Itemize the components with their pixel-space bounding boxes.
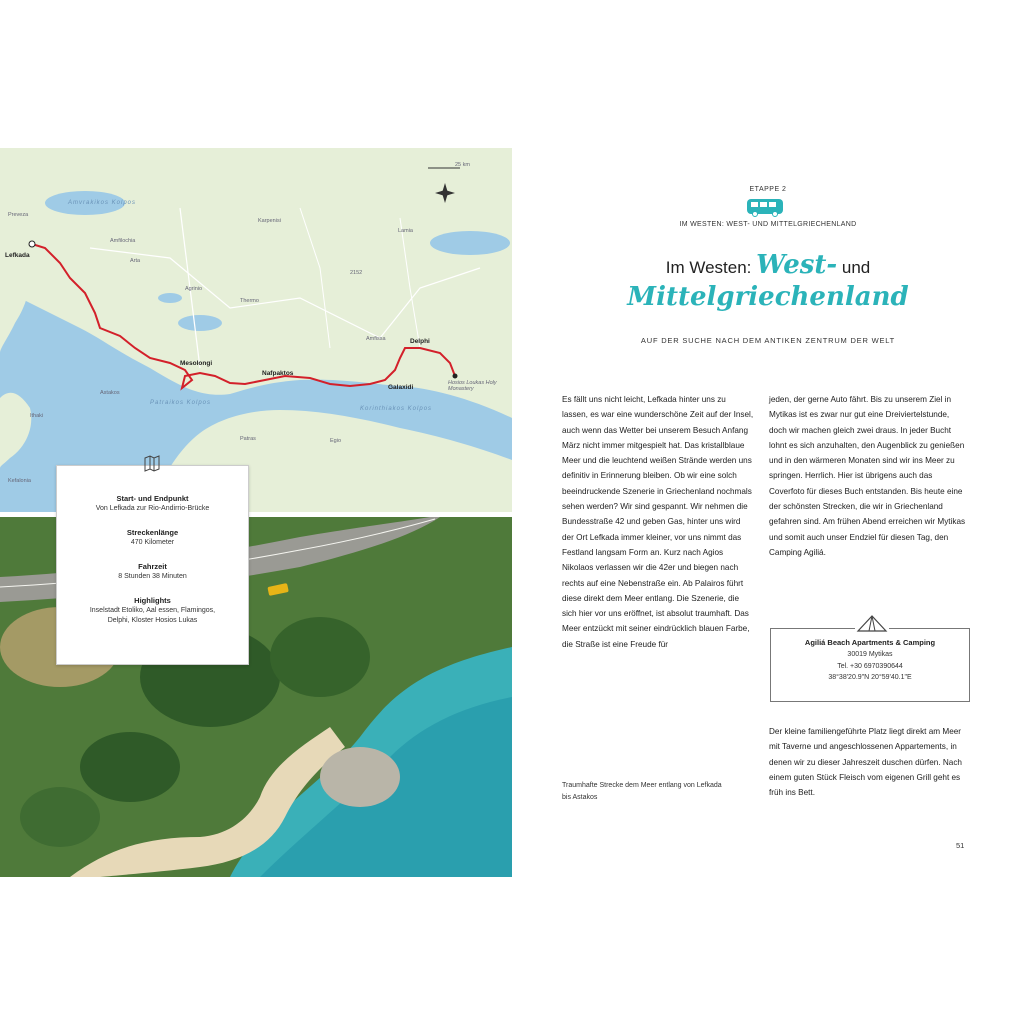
map-label-aigio: Egio [330,438,342,444]
chapter-subtitle: AUF DER SUCHE NACH DEM ANTIKEN ZENTRUM DER WELT [640,336,896,345]
start-text: Von Lefkada zur Rio-Andirrio-Brücke [95,505,210,512]
map-label-elevation: 2152 [350,270,363,276]
etappe-label: ETAPPE 2 [749,186,787,193]
map-label-thermo: Thermo [240,298,259,304]
map-label-delphi: Delphi [410,338,430,345]
photo-caption: Traumhafte Strecke dem Meer entlang von Lefkada bis Astakos [562,782,722,801]
map-label-kefalonia: Kefalonia [8,478,31,484]
map-label-monastery: Hosios Loukas Holy Monastery [448,380,497,392]
camper-van-icon [746,197,784,217]
title-suffix: und [837,258,871,277]
length-heading: Streckenlänge [126,528,179,537]
time-text: 8 Stunden 38 Minuten [118,573,187,580]
map-label-astakos: Astakos [100,390,120,396]
map-label-patras: Patras [240,436,256,442]
map-label-gulf-patras: Patraikos Kolpos [150,400,212,406]
time-block [57,548,248,582]
title-prefix: Im Westen: [665,258,757,277]
length-block [57,514,248,548]
page-number: 51 [956,841,965,850]
time-heading: Fahrzeit [138,562,167,571]
map-label-galaxidi: Galaxidi [388,384,414,391]
campsite-coords: 38°38'20.9"N 20°59'40.1"E [828,674,912,681]
map-label-amfilochia: Amfilochia [110,238,136,244]
highlights-line-2: Delphi, Kloster Hosios Lukas [107,617,198,624]
chapter-title-line-2: Mittelgriechenland [627,282,909,312]
tent-icon [855,613,889,633]
address-box [770,628,970,702]
body-column-3: Der kleine familiengeführte Platz liegt direkt am Meer mit Taverne und angeschlossenen Appartements, in denen wir zu dieser Jahreszeit duschen dürfen. Nach einem guten Stück Fleisch vom eigenen Grill geht es früh ins Bett. [769,727,962,798]
campsite-phone: Tel. +30 6970390644 [837,662,903,670]
title-script: West- [756,250,838,280]
map-label-karpenisi: Karpenisi [258,218,281,224]
map-label-nafpaktos: Nafpaktos [262,370,294,377]
map-label-agrinio: Agrinio [185,286,203,292]
highlights-block [57,582,248,626]
map-label-amvrakikos: Amvrakikos Kolpos [68,200,137,206]
highlights-heading: Highlights [134,596,171,605]
map-label-scale: 25 km [455,162,470,168]
route-info-box [56,465,249,665]
start-block [57,466,248,514]
right-page [512,0,1024,1024]
map-label-arta: Arta [130,258,141,264]
left-page [0,148,512,877]
length-text: 470 Kilometer [130,539,175,546]
map-label-messolongi: Mesolongi [180,360,213,367]
map-book-icon [143,454,161,472]
map-label-preveza: Preveza [8,212,29,218]
map-label-gulf-corinth: Korinthiakos Kolpos [360,406,433,412]
campsite-zip: 30019 Mytikas [847,651,893,658]
highlights-line-1: Inselstadt Etoliko, Aal essen, Flamingos, [89,607,216,614]
map-label-amfissa: Amfissa [366,336,386,342]
body-column-1: Es fällt uns nicht leicht, Lefkada hinter uns zu lassen, es war eine wunderschöne Zeit auf der Insel, auch wenn das Wetter bei unserem Besuch Anfang März nicht immer mitgespielt hat. Das kristallblaue Meer und die leuchtend weißen Strände werden uns definitiv in Erinnerung bleiben. Ob wir eine solch beeindruckende Szenerie in Griechenland nochmals sehen werden? Wir sind gespannt. Wir nehmen die Bundesstraße 42 und geben Gas, hinter uns wird der Ort Lefkada immer kleiner, vor uns nimmt das Festland langsam Form an. Kurz nach Agios Nikolaos verlassen wir die 42er und biegen nach rechts auf eine Nebenstraße ein. Ab Palairos führt diese direkt dem Meer entlang. Die Szenerie, die sich hier vor uns eröffnet, ist absolut traumhaft. Das Meer entzückt mit seiner eindrücklich blauen Farbe, die Straße ist eine Freude für [562,395,754,649]
section-label: IM WESTEN: WEST- UND MITTELGRIECHENLAND [679,221,857,228]
chapter-title-line-1 [512,250,1024,280]
campsite-name: Agiliá Beach Apartments & Camping [804,638,936,647]
map-label-lamia: Lamia [398,228,413,234]
map-label-ithaka: Ithaki [30,413,44,419]
start-heading: Start- und Endpunkt [116,494,189,503]
map-label-lefkada: Lefkada [5,252,30,259]
body-column-2: jeden, der gerne Auto fährt. Bis zu unserem Ziel in Mytikas ist es zwar nur gut eine Dreiviertelstunde, doch wir machen gleich zwei draus. In jeder Bucht lohnt es sich anzuhalten, den Augenblick zu genießen und in den wärmeren Monaten sind wir ins Meer zu springen. Herrlich. Hier ist übrigens auch das Coverfoto für dieses Buch entstanden. Bis heute eine der schönsten Strecken, die wir in Griechenland gefahren sind. Am frühen Abend erreichen wir Mytikas und somit auch unser Endziel für diesen Tag, den Camping Agiliá. [769,395,966,557]
